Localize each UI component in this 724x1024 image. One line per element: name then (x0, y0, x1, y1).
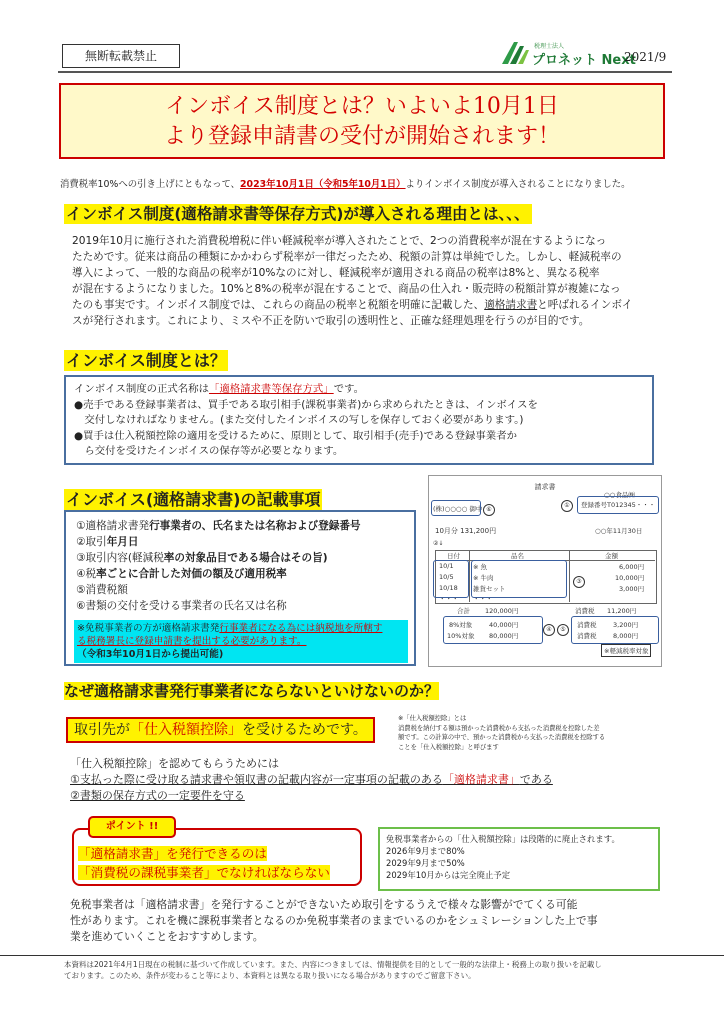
section3-heading-wrap (64, 487, 322, 510)
tax-label: 消費税 (575, 607, 595, 615)
row-date: 10/5 (439, 573, 454, 581)
intro-pre: 消費税率10%への引き上げにともなって、 (60, 179, 241, 190)
main-title-line1: インボイス制度とは？いよいよ10月1日 (165, 94, 559, 119)
row-item: ※ 牛肉 (473, 574, 494, 582)
header-divider (58, 71, 672, 73)
closing-text: 免税事業者は「適格請求書」を発行することができないため取引をするうえで様々な影響がでてくる可能 性があります。これを機に課税事業者となるのか免税事業者のままでいるのかをシュミレーションした上で事 業を進めていくことをおすすめします。 (70, 898, 598, 943)
section2-heading: インボイス制度とは？ (66, 351, 226, 370)
marker-box (431, 500, 481, 516)
reduced-rate-note: ※軽減税率対象 (601, 644, 651, 657)
rate10-amount: 80,000円 (489, 632, 519, 640)
section4-heading: なぜ適格請求書発行事業者にならないといけないのか？ (64, 682, 440, 700)
section1-line: が混在するようになりました。10%と8%の税率が混在することで、商品の仕入れ・販売時の税額計算が複雑になっ (72, 283, 621, 295)
invoice-total: 10月分 131,200円 (435, 527, 497, 535)
section1-line: スが発行されます。これにより、ミスや不正を防いで取引の透明性と、正確な経理処理を行うのが目的です。 (72, 315, 590, 327)
row-date: ・・・ (439, 595, 459, 603)
rate8-amount: 40,000円 (489, 621, 519, 629)
input-tax-credit-term: 「仕入税額控除」 (130, 722, 242, 738)
reason-box: 取引先が「仕入税額控除」を受けるためです。 (66, 717, 375, 743)
row-date: 10/18 (439, 584, 458, 592)
invoice-sample: 請求書 (株)○○○○ 御中 ⑥ ○○食品㈱ 登録番号T012345・・・ ① 10月分 131,200円 ○○年11月30日 ②↓ 日付 品名 金額 10/1 ※ 魚 6,000円 10/5 ※ 牛肉 10,000円 10/18 雑貨セット 3,000円 ・・・ ・・・ ③ 合計 120,000円 消費税 11,200円 8%対象 40,000円 消費税 3,200円 10%対象 80,000円 消費税 8,000円 ④ ⑤ ※軽減税率対象 (428, 475, 662, 667)
col-date: 日付 (447, 552, 460, 560)
qualified-invoice-term: 適格請求書 (484, 299, 538, 311)
list-item: ⑤消費税額 (76, 584, 128, 596)
seller-line-2: 交付しなければなりません。(また交付したインボイスの写しを保存しておく必要があります。) (74, 414, 524, 426)
point-text: 「適格請求書」を発行できるのは 「消費税の課税事業者」でなければならない (78, 846, 330, 880)
marker-box (577, 496, 659, 514)
row-item: ・・・ (473, 595, 493, 603)
logo-subtitle: 税理士法人 (534, 43, 565, 50)
rate8-tax-label: 消費税 (577, 621, 597, 629)
invoice-system-box (64, 375, 654, 465)
section1-line: たのも事実です。インボイス制度では、これらの商品の税率と税額を明確に記載した、適格請求書と呼ばれるインボイ (72, 299, 633, 311)
registration-note: ※免税事業者の方が適格請求書発行事業者になる為には納税地を所轄す る税務署長に登録申請書を提出する必要があります。 （令和3年10月1日から提出可能) (74, 620, 408, 663)
rate10-tax: 8,000円 (613, 632, 639, 640)
invoice-date: ○○年11月30日 (595, 527, 643, 535)
section3-heading: インボイス(適格請求書)の記載事項 (66, 490, 321, 509)
rate10-tax-label: 消費税 (577, 632, 597, 640)
buyer-line: ●買手は仕入税額控除の適用を受けるために、原則として、取引相手(売手)である登録事業者か (74, 429, 517, 442)
phase-out-box: 免税事業者からの「仕入税額控除」は段階的に廃止されます。 2026年9月まで80% 2029年9月まで50% 2029年10月からは完全廃止予定 (378, 827, 660, 891)
company-logo (500, 38, 672, 68)
list-item: ④税率ごとに合計した対価の額及び適用税率 (76, 568, 287, 580)
rate10-label: 10%対象 (447, 632, 475, 640)
col-item: 品名 (511, 552, 524, 560)
no-reprint-badge: 無断転載禁止 (62, 44, 180, 68)
official-name-line: インボイス制度の正式名称は「適格請求書等保存方式」です。 (74, 383, 365, 395)
intro-text (60, 176, 680, 190)
section1-line: 2019年10月に施行された消費税増税に伴い軽減税率が導入されたことで、2つの消費税率が混在するようになっ (72, 235, 607, 247)
section1-line: 導入によって、一般的な商品の税率が10%なのに対し、軽減税率が適用される商品の税率は8%と、異なる税率 (72, 267, 600, 279)
required-items-box (64, 510, 416, 666)
row-amount: 10,000円 (615, 574, 645, 582)
required-items-list (76, 518, 361, 614)
list-item: ①適格請求書発行事業者の、氏名または名称および登録番号 (76, 520, 361, 532)
intro-date: 2023年10月1日（令和5年10月1日） (240, 179, 406, 190)
col-amount: 金額 (605, 552, 618, 560)
main-title-line2: より登録申請書の受付が開始されます！ (163, 124, 560, 149)
footer-divider (0, 955, 724, 956)
section1-heading-wrap (64, 202, 532, 224)
list-item: ②取引年月日 (76, 536, 139, 548)
marker-box (443, 616, 543, 644)
buyer-line-2: ら交付を受けたインボイスの保存等が必要となります。 (74, 445, 344, 457)
tax-total: 11,200円 (607, 607, 637, 615)
rate8-tax: 3,200円 (613, 621, 639, 629)
list-item: ⑥書類の交付を受ける事業者の氏名又は名称 (76, 600, 287, 612)
disclaimer: 本資料は2021年4月1日現在の税制に基づいて作成しています。また、内容につきましては、情報提供を目的として一般的な法律上・税務上の取り扱いを記載し ております。このため、条件が変わること等により、本資料とは異なる取り扱いになる場合がありますのでご留意下さい。 (64, 960, 602, 980)
marker-box (433, 560, 469, 598)
official-name: 「適格請求書等保存方式」 (208, 383, 334, 395)
logo-mark-icon (500, 40, 530, 66)
main-title-box (59, 83, 665, 159)
row-amount: 6,000円 (619, 563, 645, 571)
row-amount: 3,000円 (619, 585, 645, 593)
section1-line: たためです。従来は商品の種類にかかわらず税率が一律だったため、税額の計算は単純でした。しかし、軽減税率の (72, 251, 622, 263)
intro-post: よりインボイス制度が導入されることになりました。 (405, 179, 631, 190)
row-item: 雑貨セット (473, 585, 506, 593)
issue-date: 2021/9 (624, 50, 667, 64)
credit-requirements: 「仕入税額控除」を認めてもらうためには ①支払った際に受け取る請求書や領収書の記載内容が一定事項の記載のある「適格請求書」である ②書類の保存方式の一定要件を守る (70, 757, 553, 802)
marker-box (471, 560, 567, 598)
list-item: ③取引内容(軽減税率の対象品目である場合はその旨) (76, 552, 328, 564)
row-item: ※ 魚 (473, 563, 488, 571)
invoice-title: 請求書 (534, 483, 556, 491)
section1-heading: インボイス制度(適格請求書等保存方式)が導入される理由とは、、、 (66, 205, 530, 223)
invoice-recipient: (株)○○○○ 御中 (433, 505, 483, 513)
rate8-label: 8%対象 (449, 621, 473, 629)
invoice-reg-number: 登録番号T012345・・・ (581, 501, 656, 509)
section4-heading-wrap (64, 680, 439, 701)
logo-name: プロネット Next (532, 53, 636, 68)
marker-box (571, 616, 659, 644)
section2-heading-wrap (64, 348, 228, 371)
section1-body (72, 233, 682, 329)
seller-line: ●売手である登録事業者は、買手である取引相手(課税事業者)から求められたときは、インボイスを (74, 398, 538, 411)
subtotal: 120,000円 (485, 607, 519, 615)
row-date: 10/1 (439, 562, 454, 570)
point-tag: ポイント !! (88, 816, 176, 838)
subtotal-label: 合計 (457, 607, 470, 615)
input-tax-credit-note: ※「仕入税額控除」とは 消費税を納付する額は預かった消費税から支払った消費税を控除した差 額です。この計算の中で、預かった消費税から支払った消費税を控除する ことを「仕入税額控除」と呼びます (398, 715, 606, 751)
invoice-issuer: ○○食品㈱ (604, 491, 635, 499)
